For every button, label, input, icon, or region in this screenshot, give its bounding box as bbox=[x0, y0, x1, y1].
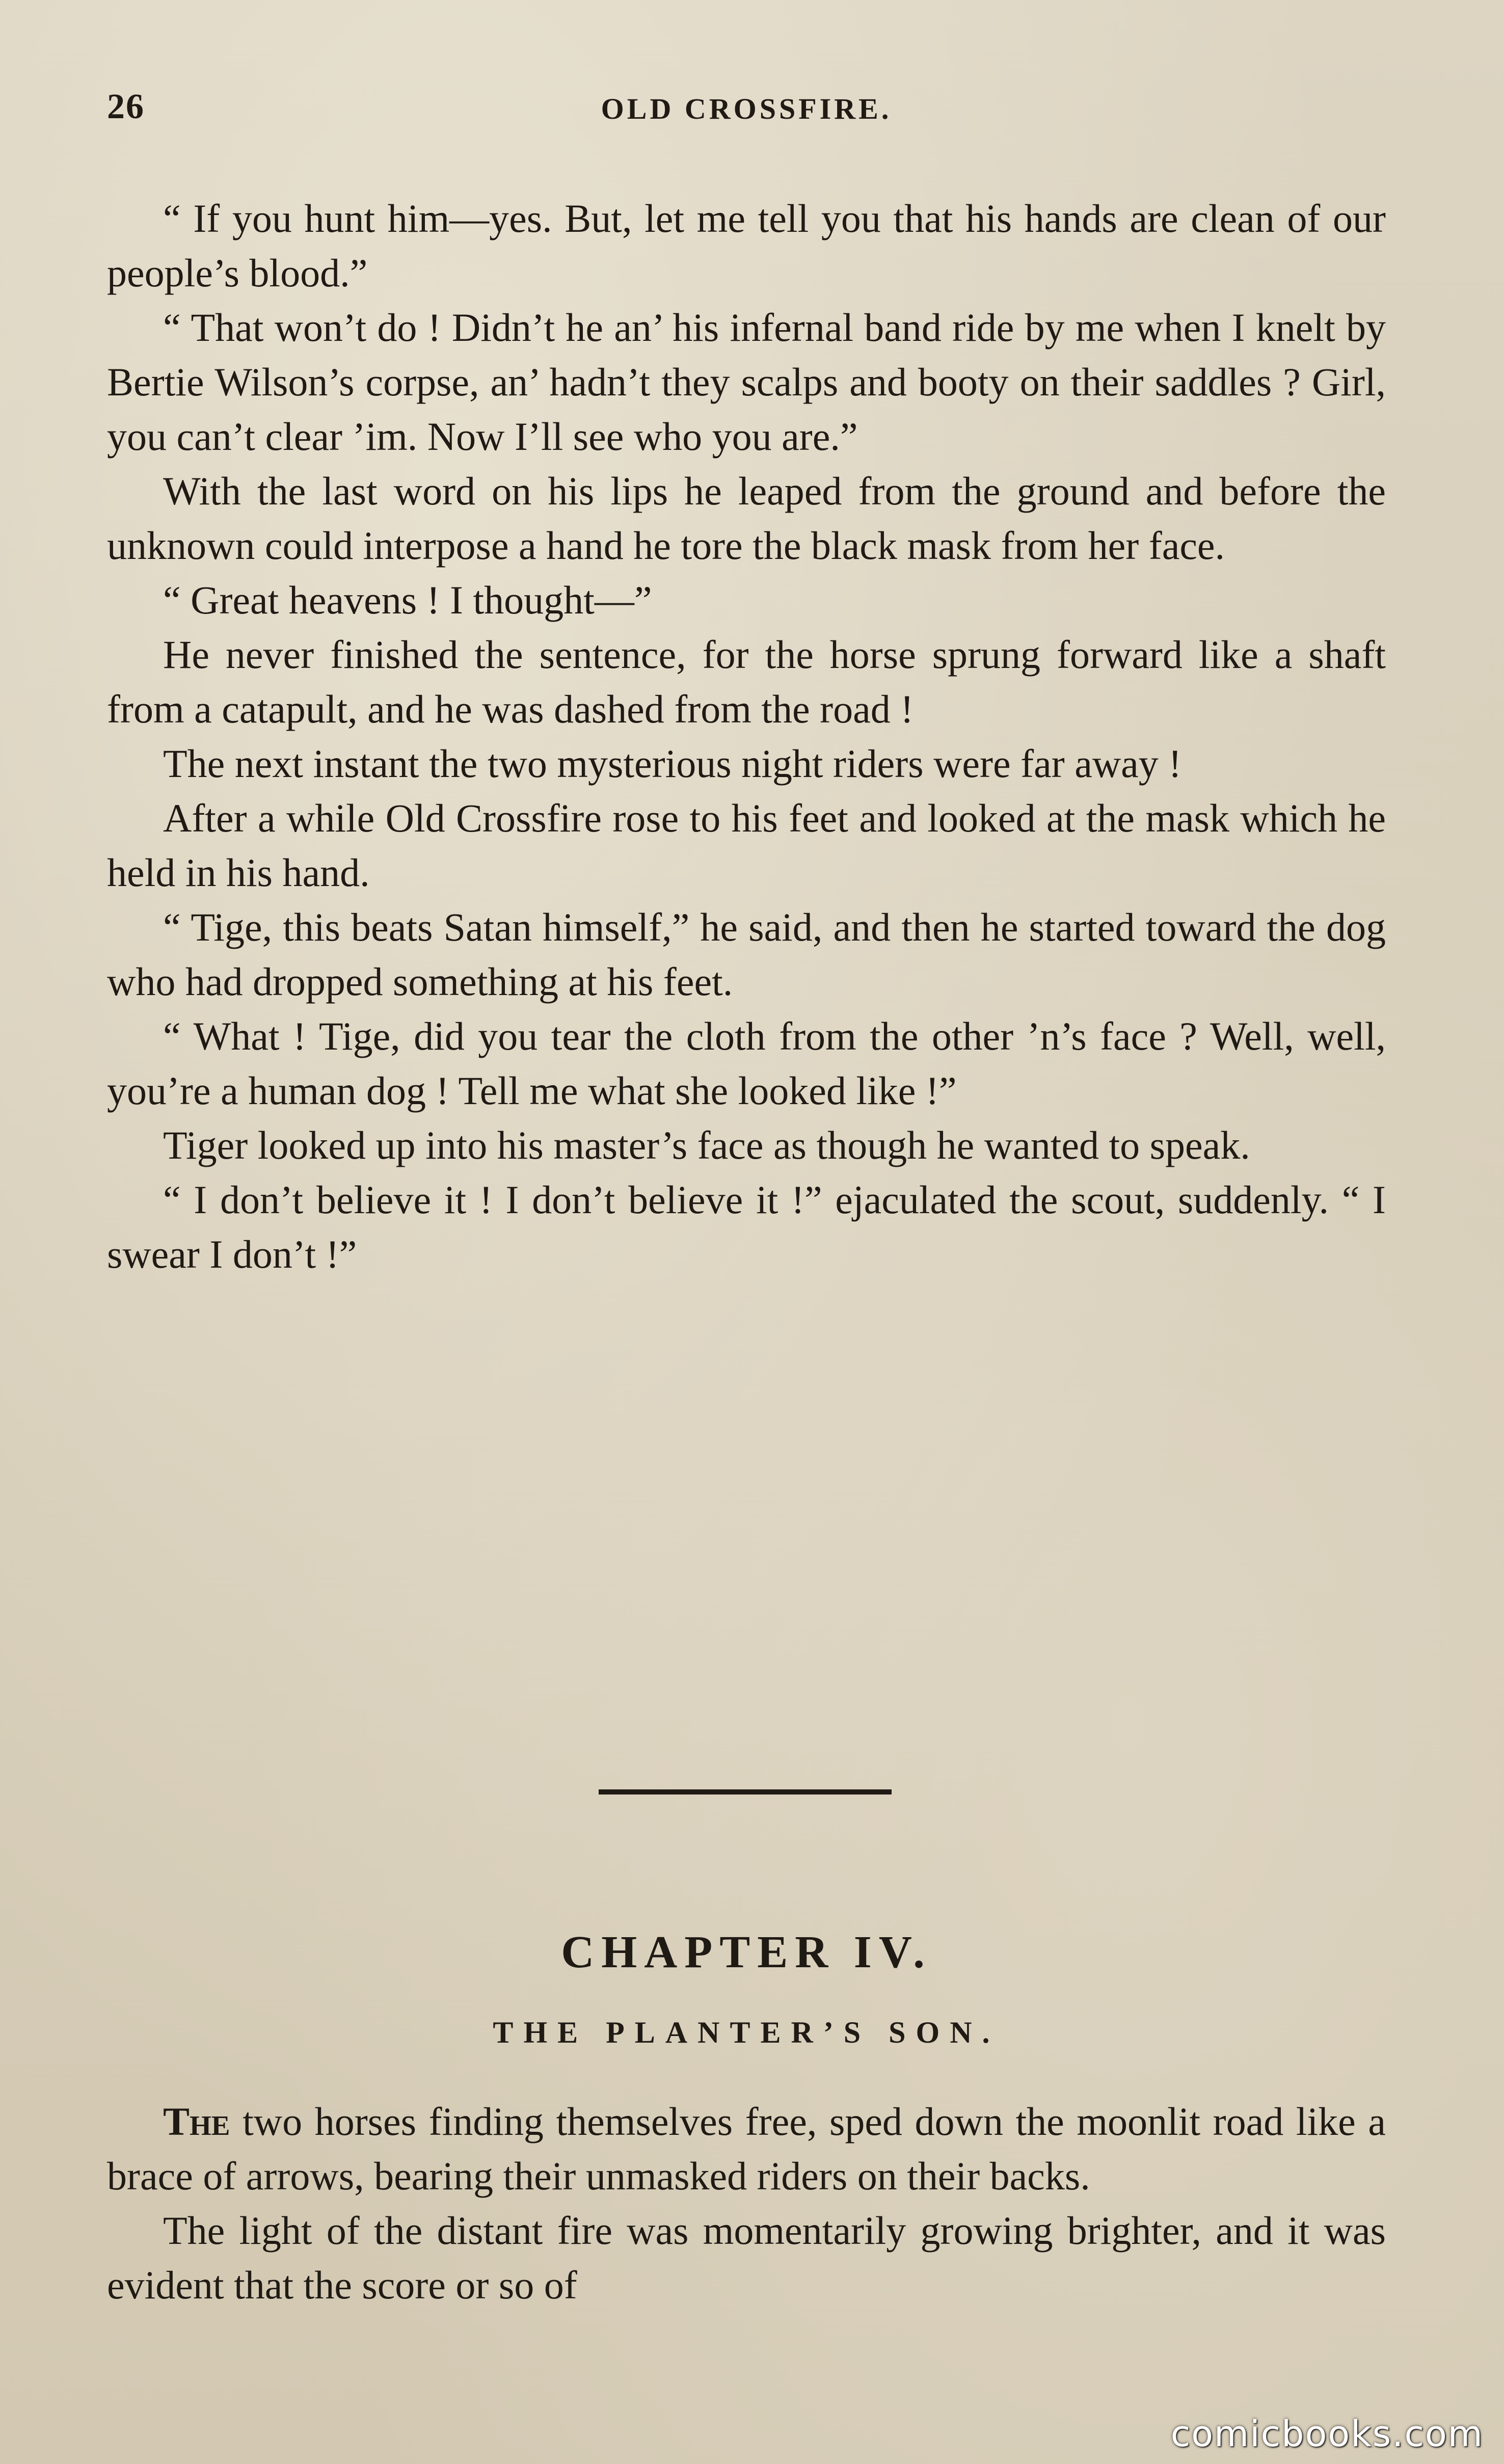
body-text-chapter-opening bbox=[107, 2094, 1386, 2312]
paragraph-text: two horses finding themselves free, sped down the moonlit road like a brace of arrows, bearing their unmasked riders on their backs. bbox=[107, 2099, 1386, 2198]
chapter-title: CHAPTER IV. bbox=[561, 1927, 932, 1977]
paragraph: The next instant the two mysterious night riders were far away ! bbox=[163, 741, 1182, 786]
paragraph: He never finished the sentence, for the horse sprung forward like a shaft from a catapult, and he was dashed from the road ! bbox=[107, 632, 1386, 731]
paragraph bbox=[107, 2094, 1386, 2203]
paragraph: “ I don’t believe it ! I don’t believe it !” ejaculated the scout, suddenly. “ I swear I don’t !” bbox=[107, 1177, 1386, 1276]
chapter-first-word: The bbox=[163, 2099, 230, 2144]
watermark: comicbooks.com bbox=[1170, 2413, 1484, 2455]
paragraph: After a while Old Crossfire rose to his feet and looked at the mask which he held in his hand. bbox=[107, 796, 1386, 895]
running-title: OLD CROSSFIRE. bbox=[601, 92, 892, 125]
body-text-before-chapter bbox=[107, 191, 1386, 1281]
paragraph: “ If you hunt him—yes. But, let me tell you that his hands are clean of our people’s blood.” bbox=[107, 196, 1386, 295]
paragraph: “ Tige, this beats Satan himself,” he said, and then he started toward the dog who had dropped something at his feet. bbox=[107, 905, 1386, 1004]
paragraph: “ Great heavens ! I thought—” bbox=[163, 578, 652, 622]
section-divider-rule bbox=[599, 1789, 892, 1795]
page-number: 26 bbox=[107, 87, 145, 126]
chapter-subtitle: THE PLANTER’S SON. bbox=[493, 2016, 1000, 2049]
paragraph: “ What ! Tige, did you tear the cloth from the other ’n’s face ? Well, well, you’re a human dog ! Tell me what she looked like !” bbox=[107, 1014, 1386, 1113]
paragraph: Tiger looked up into his master’s face as though he wanted to speak. bbox=[163, 1123, 1250, 1167]
paragraph: “ That won’t do ! Didn’t he an’ his infernal band ride by me when I knelt by Bertie Wilson’s corpse, an’ hadn’t they scalps and booty on their saddles ? Girl, you can’t clear ’im. Now I’ll see who you are.” bbox=[107, 305, 1386, 459]
running-head bbox=[107, 87, 1386, 138]
paragraph: With the last word on his lips he leaped from the ground and before the unknown could interpose a hand he tore the black mask from her face. bbox=[107, 469, 1386, 568]
paragraph: The light of the distant fire was momentarily growing brighter, and it was evident that the score or so of bbox=[107, 2208, 1386, 2307]
